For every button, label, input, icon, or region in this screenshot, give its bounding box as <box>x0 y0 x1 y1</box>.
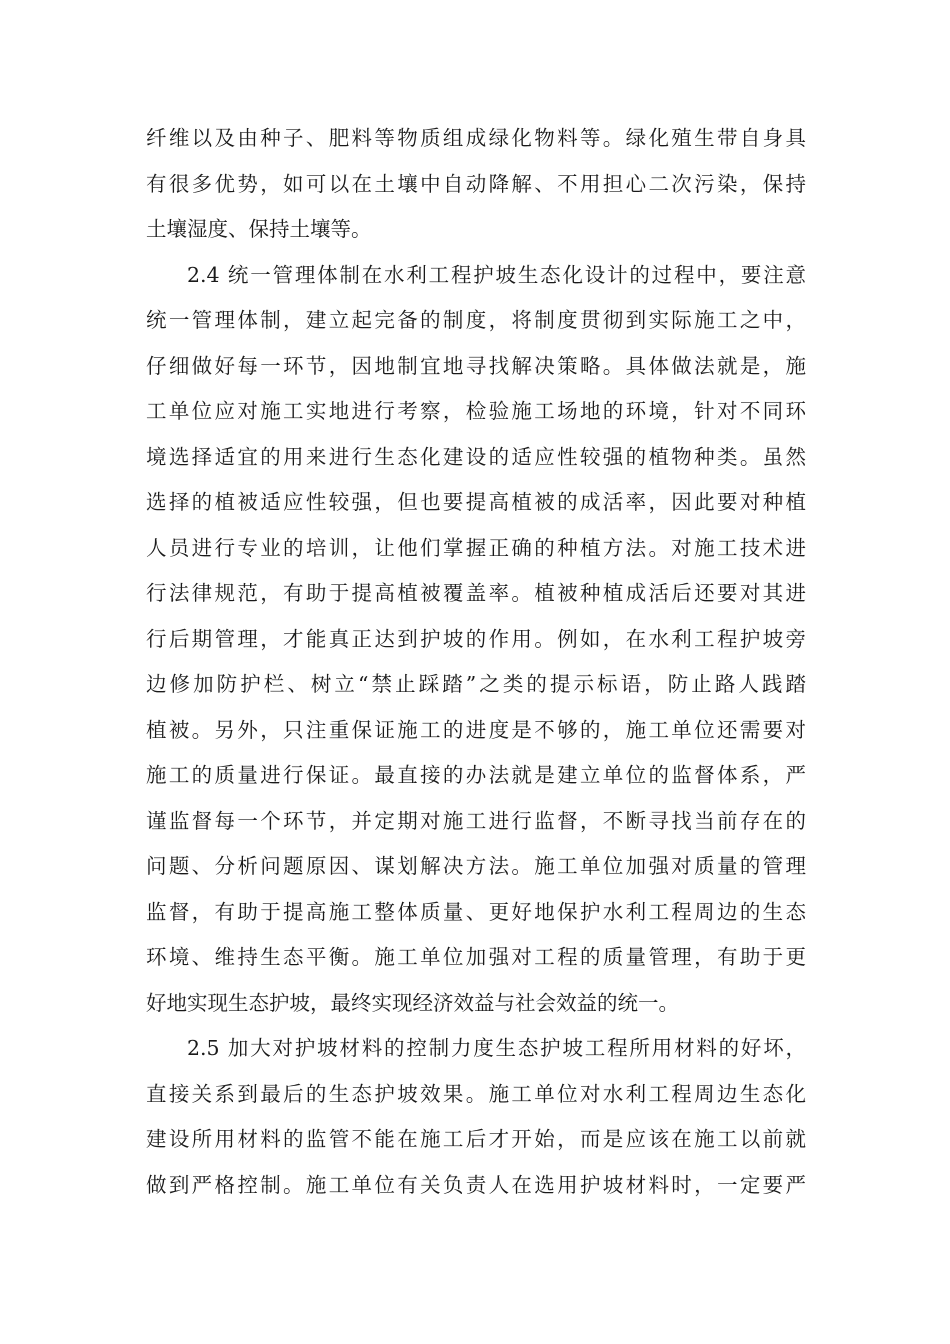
text-line: 仔细做好每一环节，因地制宜地寻找解决策略。具体做法就是，施 <box>146 353 806 378</box>
text-line: 行后期管理，才能真正达到护坡的作用。例如，在水利工程护坡旁 <box>146 626 806 651</box>
paragraph-first-line: 2.5 加大对护坡材料的控制力度生态护坡工程所用材料的好坏， <box>187 1036 806 1060</box>
text-line: 工单位应对施工实地进行考察，检验施工场地的环境，针对不同环 <box>146 399 806 423</box>
text-line: 施工的质量进行保证。最直接的办法就是建立单位的监督体系，严 <box>146 763 806 787</box>
text-line: 好地实现生态护坡，最终实现经济效益与社会效益的统一。 <box>146 990 679 1015</box>
text-line: 做到严格控制。施工单位有关负责人在选用护坡材料时，一定要严 <box>146 1172 806 1197</box>
text-line: 环境、维持生态平衡。施工单位加强对工程的质量管理，有助于更 <box>146 945 806 969</box>
body-text <box>146 116 806 1208</box>
paragraph-first-line: 2.4 统一管理体制在水利工程护坡生态化设计的过程中，要注意 <box>187 262 806 287</box>
text-line: 纤维以及由种子、肥料等物质组成绿化物料等。绿化殖生带自身具 <box>146 126 806 150</box>
text-line: 直接关系到最后的生态护坡效果。施工单位对水利工程周边生态化 <box>146 1081 806 1106</box>
text-line: 建设所用材料的监管不能在施工后才开始，而是应该在施工以前就 <box>146 1127 806 1151</box>
text-line: 人员进行专业的培训，让他们掌握正确的种植方法。对施工技术进 <box>146 535 806 560</box>
text-line: 境选择适宜的用来进行生态化建设的适应性较强的植物种类。虽然 <box>146 444 806 469</box>
text-line: 边修加防护栏、树立“禁止踩踏”之类的提示标语，防止路人践踏 <box>146 672 806 696</box>
text-line: 土壤湿度、保持土壤等。 <box>146 217 372 241</box>
text-line: 问题、分析问题原因、谋划解决方法。施工单位加强对质量的管理 <box>146 854 806 878</box>
text-line: 有很多优势，如可以在土壤中自动降解、不用担心二次污染，保持 <box>146 171 806 196</box>
text-line: 行法律规范，有助于提高植被覆盖率。植被种植成活后还要对其进 <box>146 581 806 605</box>
text-line: 监督，有助于提高施工整体质量、更好地保护水利工程周边的生态 <box>146 899 806 924</box>
text-line: 谨监督每一个环节，并定期对施工进行监督，不断寻找当前存在的 <box>146 808 806 833</box>
text-line: 选择的植被适应性较强，但也要提高植被的成活率，因此要对种植 <box>146 490 806 514</box>
text-line: 统一管理体制，建立起完备的制度，将制度贯彻到实际施工之中， <box>146 308 806 332</box>
text-line: 植被。另外，只注重保证施工的进度是不够的，施工单位还需要对 <box>146 717 806 742</box>
